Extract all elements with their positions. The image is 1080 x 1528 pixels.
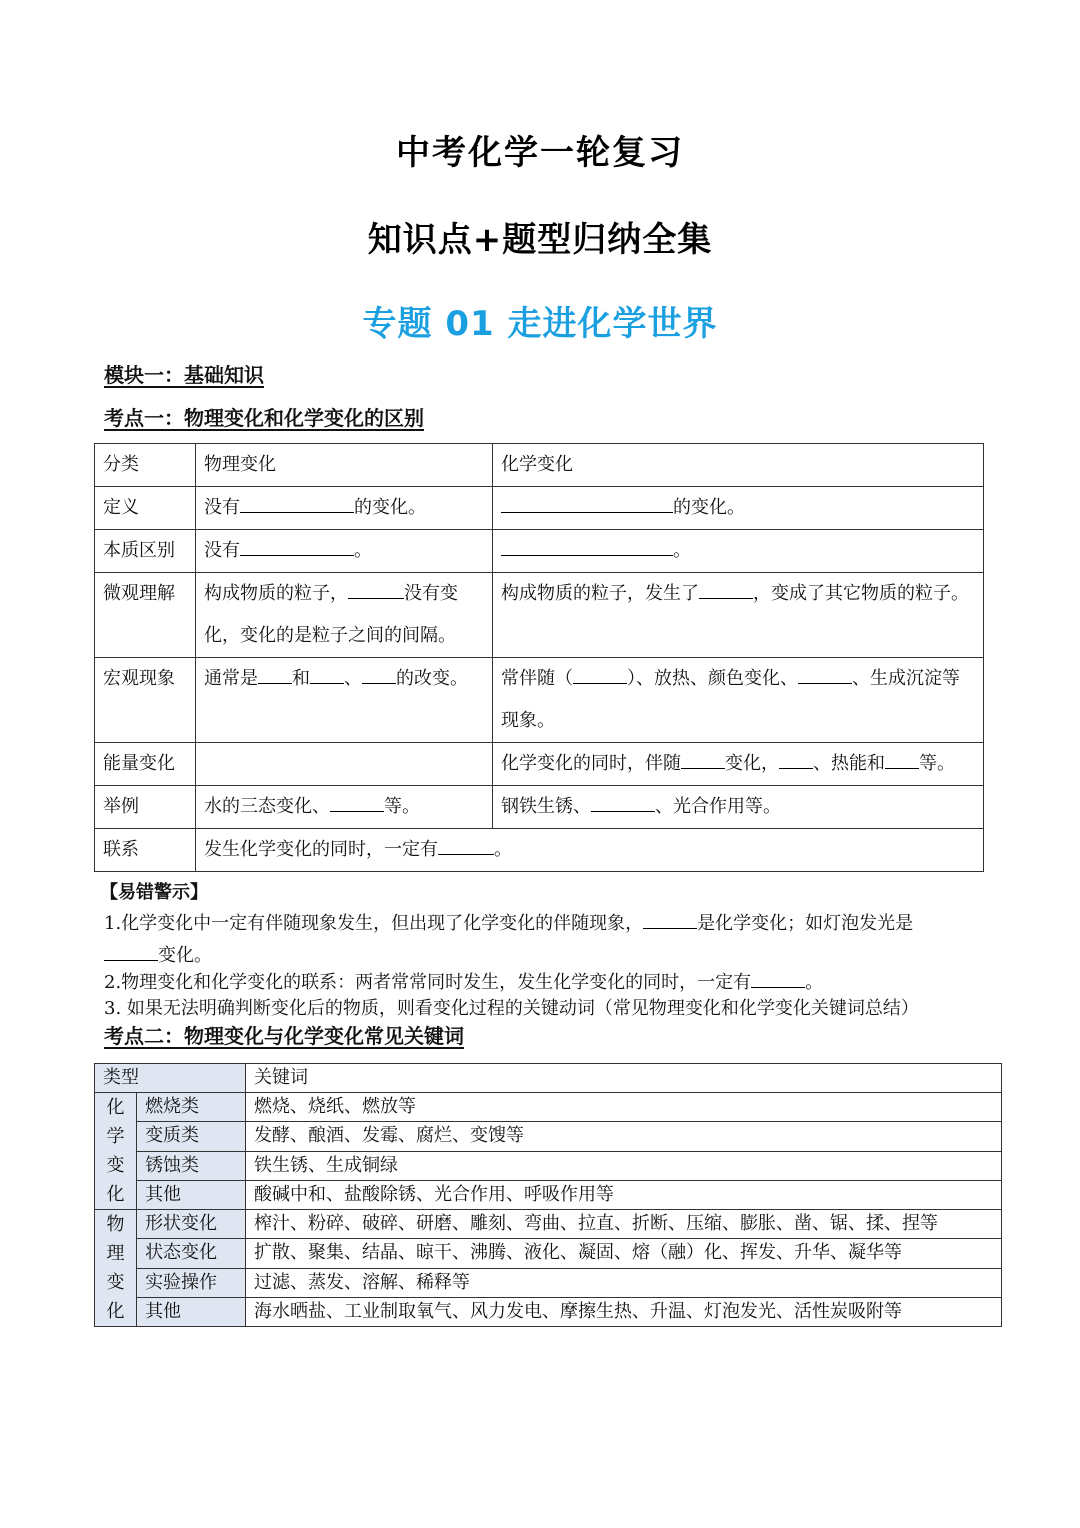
keyword-table xyxy=(94,1063,1002,1327)
cell-text: 常伴随（ xyxy=(501,668,573,689)
table-cell: 变质类 xyxy=(137,1122,246,1151)
table-row xyxy=(95,444,984,487)
table-cell: 过滤、蒸发、溶解、稀释等 xyxy=(246,1268,1002,1297)
cell-text: 、生成沉淀等现象。 xyxy=(501,668,960,731)
label-char: 物 xyxy=(106,1214,125,1235)
table-cell: 状态变化 xyxy=(137,1239,246,1268)
table-cell: 定义 xyxy=(95,487,196,530)
topic-title: 专题 01 走进化学世界 xyxy=(362,304,718,344)
table-cell xyxy=(493,530,984,573)
table-cell xyxy=(493,743,984,786)
table-cell xyxy=(196,530,493,573)
fill-blank xyxy=(798,661,852,684)
table-row xyxy=(95,1064,1002,1093)
cell-text: 等。 xyxy=(384,796,420,817)
table-cell: 其他 xyxy=(137,1180,246,1209)
table-row xyxy=(95,829,984,872)
table-cell: 宏观现象 xyxy=(95,658,196,743)
table-cell: 燃烧类 xyxy=(137,1093,246,1122)
table-cell: 举例 xyxy=(95,786,196,829)
table-cell: 化学变化 xyxy=(493,444,984,487)
table-cell xyxy=(196,658,493,743)
note-text: 是化学变化；如灯泡发光是 xyxy=(697,913,914,934)
table-cell: 铁生锈、生成铜绿 xyxy=(246,1151,1002,1180)
table-cell: 分类 xyxy=(95,444,196,487)
fill-blank xyxy=(681,746,725,769)
cell-text: 和 xyxy=(292,668,310,689)
category-physical xyxy=(95,1210,137,1327)
label-char: 化 xyxy=(106,1184,125,1205)
cell-text: ）、放热、颜色变化、 xyxy=(627,668,798,689)
table-cell xyxy=(493,573,984,658)
cell-text: 。 xyxy=(494,839,512,860)
table-row xyxy=(95,1122,1002,1151)
label-char: 化 xyxy=(106,1301,125,1322)
cell-text: 的改变。 xyxy=(396,668,468,689)
cell-text: 变化， xyxy=(725,753,779,774)
table-row xyxy=(95,573,984,658)
label-char: 变 xyxy=(106,1272,125,1293)
table-cell xyxy=(196,786,493,829)
cell-text: 发生化学变化的同时，一定有 xyxy=(204,839,438,860)
fill-blank xyxy=(779,746,813,769)
table-cell: 发酵、酿酒、发霉、腐烂、变馊等 xyxy=(246,1122,1002,1151)
label-char: 学 xyxy=(106,1126,125,1147)
table-row xyxy=(95,1151,1002,1180)
table-row xyxy=(95,1180,1002,1209)
cell-text: 通常是 xyxy=(204,668,258,689)
table-cell: 物理变化 xyxy=(196,444,493,487)
table-cell: 锈蚀类 xyxy=(137,1151,246,1180)
table-cell xyxy=(196,487,493,530)
note-text: 2.物理变化和化学变化的联系：两者常常同时发生，发生化学变化的同时，一定有 xyxy=(104,972,752,993)
cell-text: 。 xyxy=(673,540,691,561)
table-row xyxy=(95,1239,1002,1268)
table-cell: 关键词 xyxy=(246,1064,1002,1093)
table-row xyxy=(95,1268,1002,1297)
fill-blank xyxy=(751,965,805,988)
cell-text: 钢铁生锈、 xyxy=(501,796,591,817)
warning-note-3: 3. 如果无法明确判断变化后的物质，则看变化过程的关键动词（常见物理变化和化学变化关键词总结） xyxy=(104,998,919,1019)
table-cell: 形状变化 xyxy=(137,1210,246,1239)
cell-text: 没有 xyxy=(204,497,240,518)
cell-text: 化学变化的同时，伴随 xyxy=(501,753,681,774)
cell-text: 、 xyxy=(344,668,362,689)
label-char: 化 xyxy=(106,1097,125,1118)
cell-text: 构成物质的粒子，发生了 xyxy=(501,583,699,604)
table-cell: 能量变化 xyxy=(95,743,196,786)
table-row xyxy=(95,658,984,743)
table-cell: 燃烧、烧纸、燃放等 xyxy=(246,1093,1002,1122)
fill-blank xyxy=(885,746,919,769)
fill-blank xyxy=(310,661,344,684)
table-cell xyxy=(196,829,984,872)
warning-title: 【易错警示】 xyxy=(100,882,208,903)
table-cell xyxy=(493,786,984,829)
cell-text: 没有变化，变化的是粒子之间的间隔。 xyxy=(204,583,458,646)
label-char: 理 xyxy=(106,1243,125,1264)
fill-blank xyxy=(258,661,292,684)
cell-text: 水的三态变化、 xyxy=(204,796,330,817)
table-cell xyxy=(196,743,493,786)
table-cell: 海水晒盐、工业制取氧气、风力发电、摩擦生热、升温、灯泡发光、活性炭吸附等 xyxy=(246,1297,1002,1326)
module-heading: 模块一：基础知识 xyxy=(104,363,264,387)
table-cell: 扩散、聚集、结晶、晾干、沸腾、液化、凝固、熔（融）化、挥发、升华、凝华等 xyxy=(246,1239,1002,1268)
cell-text: 的变化。 xyxy=(673,497,745,518)
table-cell: 实验操作 xyxy=(137,1268,246,1297)
table-row xyxy=(95,487,984,530)
table-cell: 联系 xyxy=(95,829,196,872)
fill-blank xyxy=(699,576,753,599)
fill-blank xyxy=(240,490,354,513)
table-cell: 榨汁、粉碎、破碎、研磨、雕刻、弯曲、拉直、折断、压缩、膨胀、凿、锯、揉、捏等 xyxy=(246,1210,1002,1239)
fill-blank xyxy=(573,661,627,684)
table-row xyxy=(95,786,984,829)
cell-text: 。 xyxy=(354,540,372,561)
table-cell: 类型 xyxy=(95,1064,246,1093)
category-chemical xyxy=(95,1093,137,1210)
table-cell: 酸碱中和、盐酸除锈、光合作用、呼吸作用等 xyxy=(246,1180,1002,1209)
label-char: 变 xyxy=(106,1155,125,1176)
note-text: 。 xyxy=(805,972,824,993)
table-row xyxy=(95,1210,1002,1239)
cell-text: 没有 xyxy=(204,540,240,561)
cell-text: 的变化。 xyxy=(354,497,426,518)
note-text: 变化。 xyxy=(158,945,212,966)
warning-note-2 xyxy=(104,965,984,997)
cell-text: 、热能和 xyxy=(813,753,885,774)
fill-blank xyxy=(330,789,384,812)
fill-blank xyxy=(362,661,396,684)
table-cell xyxy=(493,487,984,530)
cell-text: 构成物质的粒子， xyxy=(204,583,348,604)
point2-heading: 考点二：物理变化与化学变化常见关键词 xyxy=(104,1024,464,1048)
page-title: 中考化学一轮复习 xyxy=(396,133,684,173)
table-row xyxy=(95,1297,1002,1326)
table-row xyxy=(95,530,984,573)
point1-heading: 考点一：物理变化和化学变化的区别 xyxy=(104,406,424,430)
cell-text: 等。 xyxy=(919,753,955,774)
table-cell xyxy=(196,573,493,658)
table-cell xyxy=(493,658,984,743)
table-row xyxy=(95,1093,1002,1122)
table-cell: 微观理解 xyxy=(95,573,196,658)
fill-blank xyxy=(643,906,697,929)
fill-blank xyxy=(501,533,673,556)
page-subtitle: 知识点+题型归纳全集 xyxy=(367,220,713,260)
cell-text: 、光合作用等。 xyxy=(655,796,781,817)
table-cell: 本质区别 xyxy=(95,530,196,573)
fill-blank xyxy=(591,789,655,812)
fill-blank xyxy=(501,490,673,513)
cell-text: ，变成了其它物质的粒子。 xyxy=(753,583,969,604)
fill-blank xyxy=(438,832,494,855)
note-text: 1.化学变化中一定有伴随现象发生，但出现了化学变化的伴随现象， xyxy=(104,913,644,934)
fill-blank xyxy=(104,938,158,961)
fill-blank xyxy=(348,576,404,599)
warning-note-1 xyxy=(104,906,984,970)
fill-blank xyxy=(240,533,354,556)
comparison-table xyxy=(94,443,984,872)
table-cell: 其他 xyxy=(137,1297,246,1326)
table-row xyxy=(95,743,984,786)
